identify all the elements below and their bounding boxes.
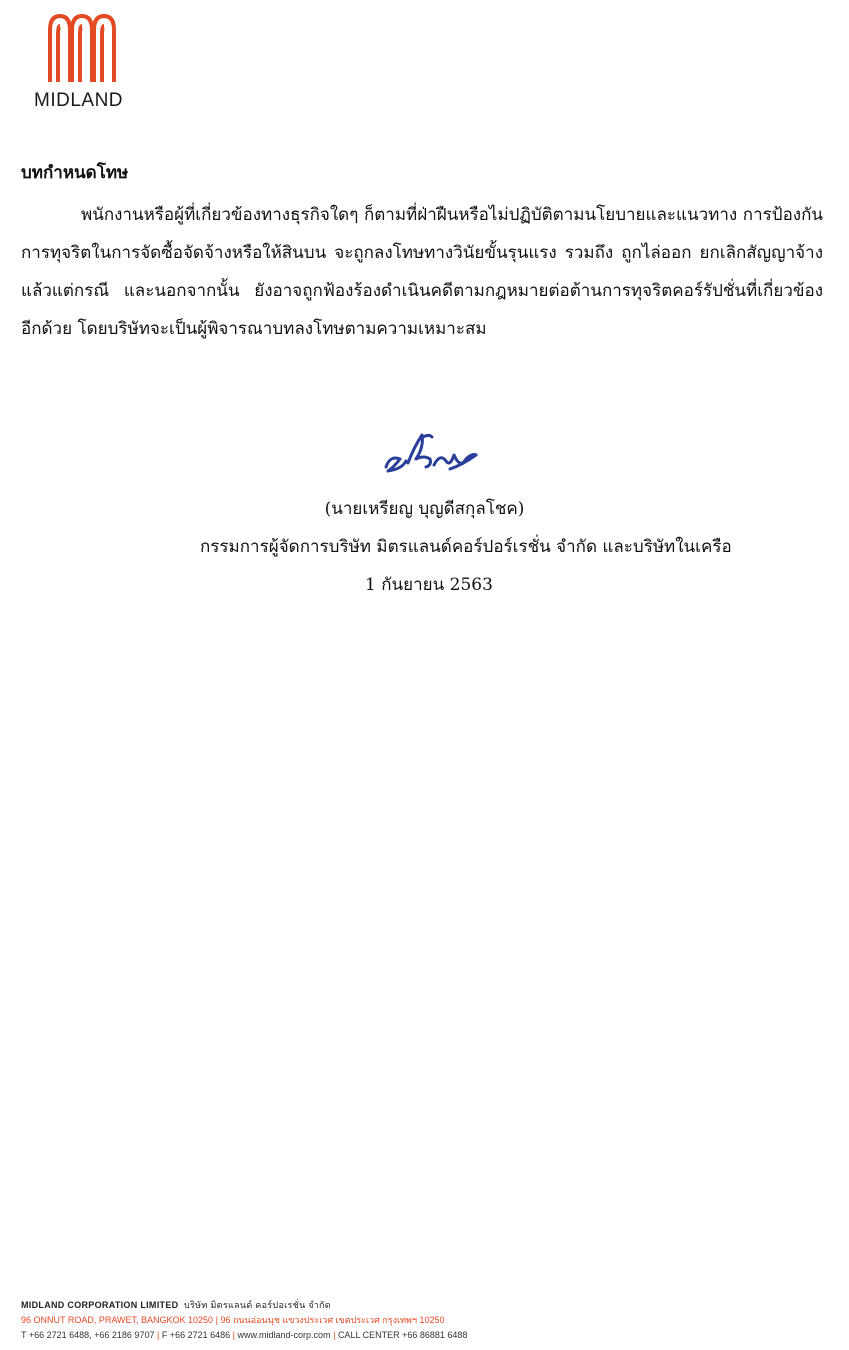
signer-title: กรรมการผู้จัดการบริษัท มิตรแลนด์คอร์ปอร์เรชั่น จำกัด และบริษัทในเครือ (200, 537, 732, 557)
handwritten-signature (380, 425, 480, 485)
footer-fax: F +66 2721 6486 (161, 1330, 231, 1340)
signer-name: (นายเหรียญ บุญดีสกุลโชค) (324, 499, 525, 519)
footer-company-en: MIDLAND CORPORATION LIMITED (21, 1300, 179, 1310)
penalty-paragraph: พนักงานหรือผู้ที่เกี่ยวข้องทางธุรกิจใดๆ ก็ตามที่ฝ่าฝืนหรือไม่ปฏิบัติตามนโยบายและแนวทาง การป้องกันการทุจริตในการจัดซื้อจัดจ้างหรือให้สินบน จะถูกลงโทษทางวินัยขั้นรุนแรง รวมถึง ถูกไล่ออก ยกเลิกสัญญาจ้าง แล้วแต่กรณี และนอกจากนั้น ยังอาจถูกฟ้องร้องดำเนินคดีตามกฎหมายต่อต้านการทุจริตคอร์รัปชั่นที่เกี่ยวข้องอีกด้วย โดยบริษัทจะเป็นผู้พิจารณาบทลงโทษตามความเหมาะสม (21, 205, 823, 339)
footer-call-center: CALL CENTER +66 86881 6488 (337, 1330, 468, 1340)
page-footer (21, 1298, 467, 1343)
footer-contact-line (21, 1328, 467, 1343)
footer-separator: | (156, 1330, 160, 1340)
footer-separator: | (232, 1330, 236, 1340)
midland-arches-icon (46, 12, 118, 84)
midland-logo (30, 12, 140, 112)
footer-website[interactable]: www.midland-corp.com (237, 1330, 331, 1340)
footer-address-th: 96 ถนนอ่อนนุช แขวงประเวศ เขตประเวศ กรุงเทพฯ 10250 (220, 1315, 445, 1325)
document-body (21, 160, 823, 348)
document-date: 1 กันยายน 2563 (365, 575, 493, 595)
logo-wordmark: MIDLAND (34, 90, 124, 111)
section-heading: บทกำหนดโทษ (21, 163, 129, 183)
footer-address-en: 96 ONNUT ROAD, PRAWET, BANGKOK 10250 (21, 1315, 214, 1325)
footer-separator: | (333, 1330, 336, 1340)
footer-address-line (21, 1313, 467, 1328)
footer-company-th: บริษัท มิตรแลนด์ คอร์ปอเรชั่น จำกัด (184, 1300, 331, 1310)
footer-phone: T +66 2721 6488, +66 2186 9707 (21, 1330, 155, 1340)
footer-company-line (21, 1298, 467, 1313)
footer-separator: | (215, 1315, 218, 1325)
